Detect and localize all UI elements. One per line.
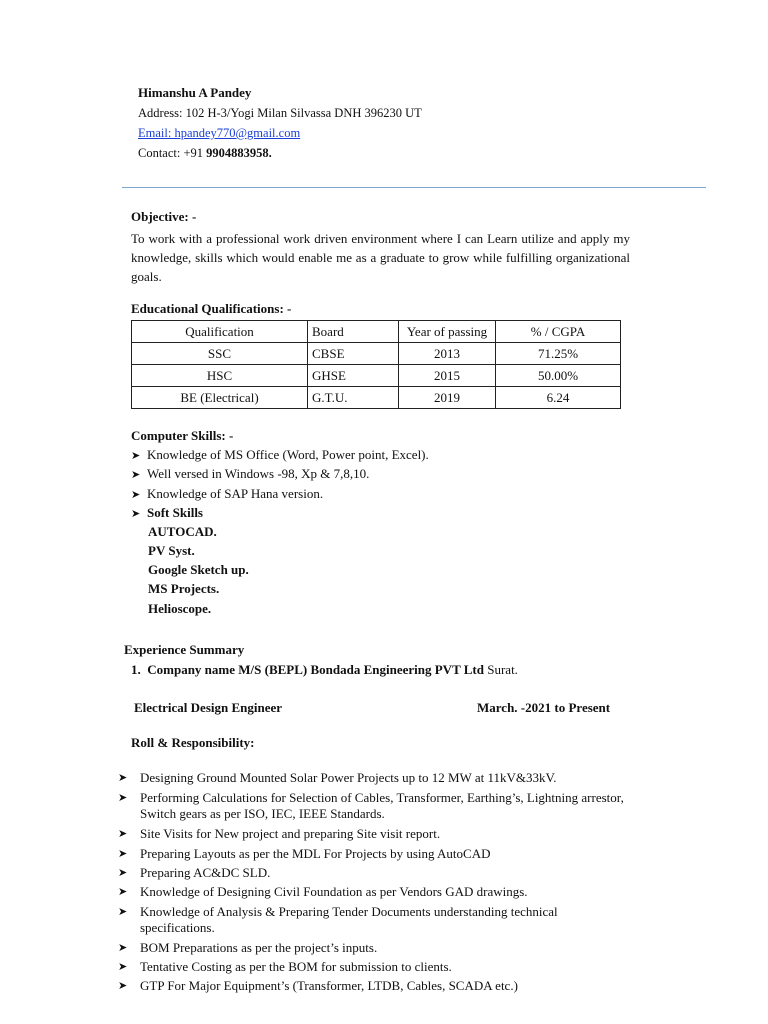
cell-qualification: BE (Electrical) [132, 387, 308, 409]
arrowhead-bullet-icon: ➤ [118, 885, 128, 898]
responsibility-text: Preparing Layouts as per the MDL For Projects by using AutoCAD [140, 846, 491, 861]
responsibility-text: GTP For Major Equipment’s (Transformer, LTDB, Cables, SCADA etc.) [140, 978, 518, 993]
arrowhead-bullet-icon: ➤ [131, 488, 141, 501]
list-item [118, 790, 643, 822]
skill-text: Knowledge of SAP Hana version. [147, 486, 324, 501]
arrowhead-bullet-icon: ➤ [118, 941, 128, 954]
responsibility-text: Performing Calculations for Selection of Cables, Transformer, Earthing’s, Lightning arrestor, Switch gears as per ISO, IEC, IEEE Standards. [140, 790, 624, 821]
cell-qualification: HSC [132, 365, 308, 387]
arrowhead-bullet-icon: ➤ [118, 960, 128, 973]
objective-heading: Objective: - [131, 209, 197, 224]
computer-skills-heading: Computer Skills: - [131, 428, 234, 443]
table-row [132, 387, 621, 409]
cell-year: 2015 [399, 365, 496, 387]
objective-text: To work with a professional work driven environment where I can Learn utilize and apply my knowledge, skills which would enable me as a graduate to grow while fulfilling organizational goals. [131, 231, 630, 284]
contact-number: 9904883958. [206, 146, 272, 160]
cell-board: CBSE [308, 343, 399, 365]
arrowhead-bullet-icon: ➤ [131, 507, 141, 520]
cell-qualification: SSC [132, 343, 308, 365]
soft-skill-item: Helioscope. [148, 601, 212, 616]
arrowhead-bullet-icon: ➤ [118, 905, 128, 918]
soft-skill-item: PV Syst. [148, 543, 195, 558]
table-row [132, 365, 621, 387]
cell-board: GHSE [308, 365, 399, 387]
list-item [118, 884, 638, 900]
responsibility-text: Tentative Costing as per the BOM for submission to clients. [140, 959, 452, 974]
list-item [118, 978, 638, 994]
company-location: Surat. [483, 662, 518, 677]
list-item [118, 846, 638, 862]
cell-cgpa: 6.24 [496, 387, 621, 409]
arrowhead-bullet-icon: ➤ [131, 449, 141, 462]
cell-year: 2013 [399, 343, 496, 365]
arrowhead-bullet-icon: ➤ [118, 771, 128, 784]
list-item [118, 904, 613, 936]
responsibility-text: Site Visits for New project and preparing Site visit report. [140, 826, 441, 841]
list-item [118, 865, 638, 881]
company-number: 1. [131, 662, 141, 677]
arrowhead-bullet-icon: ➤ [118, 866, 128, 879]
responsibility-text: Knowledge of Designing Civil Foundation as per Vendors GAD drawings. [140, 884, 528, 899]
cell-board: G.T.U. [308, 387, 399, 409]
list-item [118, 826, 638, 842]
education-heading: Educational Qualifications: - [131, 301, 292, 316]
table-header-row [132, 321, 621, 343]
soft-skill-item: MS Projects. [148, 581, 220, 596]
candidate-name: Himanshu A Pandey [138, 85, 252, 100]
col-header-cgpa: % / CGPA [496, 321, 621, 343]
soft-skill-item: Google Sketch up. [148, 562, 249, 577]
list-item [131, 505, 203, 521]
skill-text: Knowledge of MS Office (Word, Power point, Excel). [147, 447, 429, 462]
soft-skill-item: AUTOCAD. [148, 524, 217, 539]
header-divider [122, 187, 706, 188]
contact-prefix: Contact: +91 [138, 146, 207, 160]
list-item [131, 486, 323, 502]
arrowhead-bullet-icon: ➤ [118, 827, 128, 840]
skill-text: Well versed in Windows -98, Xp & 7,8,10. [147, 466, 370, 481]
list-item [131, 447, 429, 463]
responsibility-text: Preparing AC&DC SLD. [140, 865, 271, 880]
col-header-board: Board [308, 321, 399, 343]
table-row [132, 343, 621, 365]
soft-skills-label: Soft Skills [147, 505, 203, 520]
cell-cgpa: 71.25% [496, 343, 621, 365]
contact [138, 146, 272, 161]
arrowhead-bullet-icon: ➤ [118, 791, 128, 804]
email-link[interactable]: Email: hpandey770@gmail.com [138, 126, 301, 140]
address: Address: 102 H-3/Yogi Milan Silvassa DNH 396230 UT [138, 106, 422, 120]
list-item [118, 940, 638, 956]
experience-heading: Experience Summary [124, 642, 245, 657]
education-table [131, 320, 621, 409]
arrowhead-bullet-icon: ➤ [131, 468, 141, 481]
responsibility-text: BOM Preparations as per the project’s inputs. [140, 940, 378, 955]
list-item [118, 770, 638, 786]
company-name: Company name M/S (BEPL) Bondada Engineering PVT Ltd [147, 662, 484, 677]
arrowhead-bullet-icon: ➤ [118, 847, 128, 860]
job-role: Electrical Design Engineer [134, 700, 283, 715]
list-item [118, 959, 638, 975]
job-period: March. -2021 to Present [477, 700, 611, 715]
responsibility-text: Designing Ground Mounted Solar Power Projects up to 12 MW at 11kV&33kV. [140, 770, 557, 785]
cell-year: 2019 [399, 387, 496, 409]
company-line [131, 662, 518, 678]
arrowhead-bullet-icon: ➤ [118, 979, 128, 992]
responsibility-heading: Roll & Responsibility: [131, 735, 255, 750]
col-header-year: Year of passing [399, 321, 496, 343]
col-header-qualification: Qualification [132, 321, 308, 343]
list-item [131, 466, 369, 482]
responsibility-text: Knowledge of Analysis & Preparing Tender Documents understanding technical specifications. [140, 904, 558, 935]
cell-cgpa: 50.00% [496, 365, 621, 387]
